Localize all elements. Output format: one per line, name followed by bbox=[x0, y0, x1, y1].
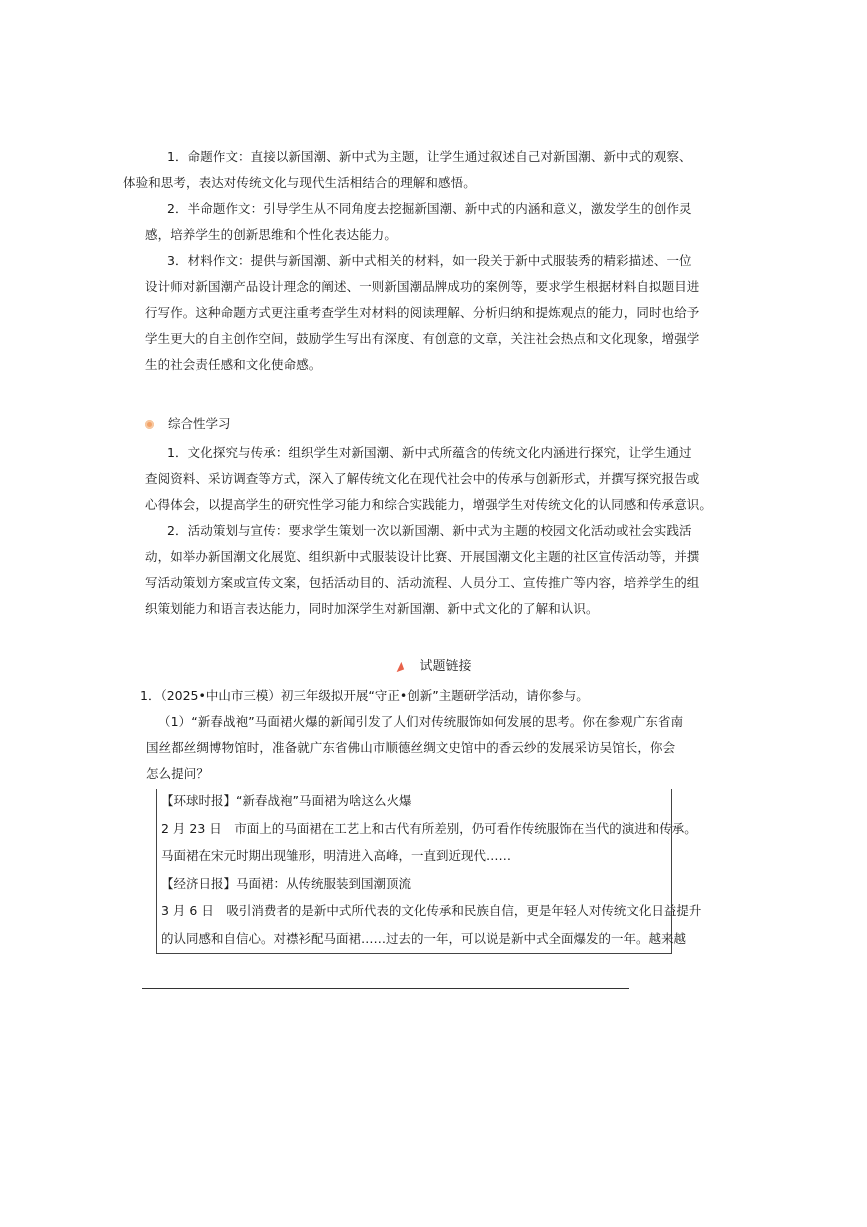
material-line: 【环球时报】“新春战袍”马面裙为啥这么火爆 bbox=[161, 793, 412, 808]
comprehensive-item-1 bbox=[145, 440, 713, 518]
text-line: （1）“新春战袍”马面裙火爆的新闻引发了人们对传统服饰如何发展的思考。你在参观广东省南 bbox=[158, 714, 684, 729]
text-line: 1．文化探究与传承：组织学生对新国潮、新中式所蕴含的传统文化内涵进行探究，让学生通过 bbox=[167, 445, 692, 460]
material-line: 2 月 23 日 市面上的马面裙在工艺上和古代有所差别，仍可看作传统服饰在当代的演进和传承。 bbox=[161, 821, 697, 836]
sub-question-1 bbox=[146, 709, 684, 787]
writing-item-1 bbox=[123, 144, 692, 196]
text-line: 写活动策划方案或宣传文案，包括活动目的、活动流程、人员分工、宣传推广等内容，培养学生的组 bbox=[145, 575, 700, 590]
text-line: 设计师对新国潮产品设计理念的阐述、一则新国潮品牌成功的案例等，要求学生根据材料自拟题目进 bbox=[145, 279, 700, 294]
material-line: 【经济日报】马面裙：从传统服装到国潮顶流 bbox=[161, 876, 412, 891]
text-line: 怎么提问？ bbox=[146, 766, 210, 781]
writing-item-2 bbox=[145, 196, 692, 248]
text-line: 查阅资料、采访调查等方式，深入了解传统文化在现代社会中的传承与创新形式，并撰写探究报告或 bbox=[145, 471, 700, 486]
bullet-dot-icon bbox=[145, 420, 154, 429]
text-line: 体验和思考，表达对传统文化与现代生活相结合的理解和感悟。 bbox=[123, 175, 476, 190]
text-line: 感，培养学生的创新思维和个性化表达能力。 bbox=[145, 227, 398, 242]
text-line: 织策划能力和语言表达能力，同时加深学生对新国潮、新中式文化的了解和认识。 bbox=[145, 601, 599, 616]
text-line: 2．活动策划与宣传：要求学生策划一次以新国潮、新中式为主题的校园文化活动或社会实践活 bbox=[167, 523, 692, 538]
text-line: 学生更大的自主创作空间，鼓励学生写出有深度、有创意的文章，关注社会热点和文化现象，增强学 bbox=[145, 331, 700, 346]
text-line: 1．命题作文：直接以新国潮、新中式为主题，让学生通过叙述自己对新国潮、新中式的观察、 bbox=[167, 149, 692, 164]
text-line: 行写作。这种命题方式更注重考查学生对材料的阅读理解、分析归纳和提炼观点的能力，同时也给予 bbox=[145, 305, 700, 320]
material-line: 3 月 6 日 吸引消费者的是新中式所代表的文化传承和民族自信，更是年轻人对传统文化日益提升 bbox=[161, 903, 702, 918]
text-line: 3．材料作文：提供与新国潮、新中式相关的材料，如一段关于新中式服装秀的精彩描述、一位 bbox=[167, 253, 692, 268]
section-heading-text: 综合性学习 bbox=[168, 416, 231, 431]
pointer-arrow-icon bbox=[394, 661, 404, 671]
material-line: 马面裙在宋元时期出现雏形，明清进入高峰，一直到近现代…… bbox=[161, 848, 512, 863]
material-line: 的认同感和自信心。对襟衫配马面裙……过去的一年，可以说是新中式全面爆发的一年。越来越 bbox=[161, 931, 687, 946]
text-line: 动，如举办新国潮文化展览、组织新中式服装设计比赛、开展国潮文化主题的社区宣传活动等，并撰 bbox=[145, 549, 700, 564]
text-line: 2．半命题作文：引导学生从不同角度去挖掘新国潮、新中式的内涵和意义，激发学生的创作灵 bbox=[167, 201, 692, 216]
text-line: 生的社会责任感和文化使命感。 bbox=[145, 357, 322, 372]
text-line: 心得体会，以提高学生的研究性学习能力和综合实践能力，增强学生对传统文化的认同感和传承意识。 bbox=[145, 497, 713, 512]
footer-divider bbox=[142, 988, 629, 989]
comprehensive-item-2 bbox=[145, 518, 700, 622]
section-heading-text: 试题链接 bbox=[419, 659, 472, 674]
section-heading-comprehensive bbox=[145, 413, 231, 435]
section-heading-exam bbox=[0, 656, 867, 678]
material-box bbox=[156, 789, 702, 954]
writing-item-3 bbox=[145, 248, 700, 378]
question-stem: 1．（2025•中山市三模）初三年级拟开展“守正•创新”主题研学活动，请你参与。 bbox=[140, 688, 589, 703]
text-line: 国丝都丝绸博物馆时，准备就广东省佛山市顺德丝绸文史馆中的香云纱的发展采访吴馆长，你会 bbox=[146, 740, 676, 755]
